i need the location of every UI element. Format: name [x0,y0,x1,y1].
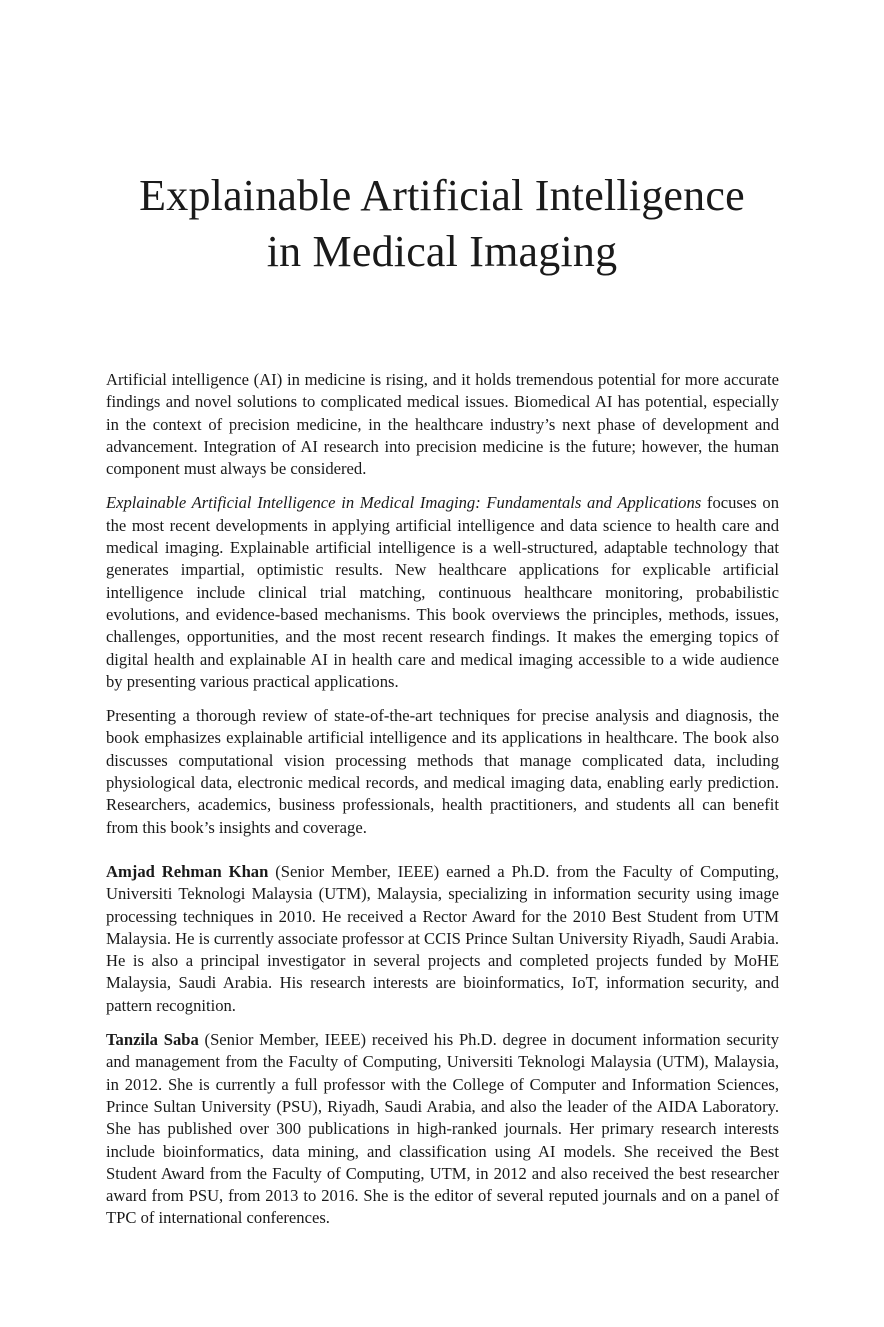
page-title [60,168,824,280]
author-bio-text: (Senior Member, IEEE) received his Ph.D. degree in document information security and management from the Faculty of Computing, Universiti Teknologi Malaysia (UTM), Malaysia, in 2012. She is currently a full professor with the College of Computer and Information Sciences, Prince Sultan University (PSU), Riyadh, Saudi Arabia, and also the leader of the AIDA Laboratory. She has published over 300 publications in high-ranked journals. Her primary research interests include bioinformatics, data mining, and classification using AI models. She received the Best Student Award from the Faculty of Computing, UTM, in 2012 and also received the best researcher award from PSU, from 2013 to 2016. She is the editor of several reputed journals and on a panel of TPC of international conferences. [106,1030,779,1228]
description-paragraph-1 [106,369,779,480]
paragraph-text: focuses on the most recent developments in applying artificial intelligence and data science to health care and medical imaging. Explainable artificial intelligence is a well-structured, adaptable technology that generates impartial, optimistic results. New healthcare applications for explicable artificial intelligence include clinical trial matching, continuous healthcare monitoring, probabilistic evolutions, and evidence-based mechanisms. This book overviews the principles, methods, issues, challenges, opportunities, and the most recent research findings. It makes the emerging topics of digital health and explainable AI in health care and medical imaging accessible to a wide audience by presenting various practical applications. [106,493,779,691]
book-description [106,369,779,1230]
author-name: Amjad Rehman Khan [106,861,269,881]
author-bio-2 [106,1029,779,1230]
title-line-2: in Medical Imaging [266,227,618,276]
paragraph-text: Artificial intelligence (AI) in medicine is rising, and it holds tremendous potential for more accurate findings and novel solutions to complicated medical issues. Biomedical AI has potential, especially in the context of precision medicine, in the healthcare industry’s next phase of development and advancement. Integration of AI research into precision medicine is the future; however, the human component must always be considered. [106,370,779,479]
title-line-1: Explainable Artificial Intelligence [139,171,745,220]
author-bio-text: (Senior Member, IEEE) earned a Ph.D. from the Faculty of Computing, Universiti Teknologi Malaysia (UTM), Malaysia, specializing in information security using image processing techniques in 2010. He received a Rector Award for the 2010 Best Student from UTM Malaysia. He is currently associate professor at CCIS Prince Sultan University Riyadh, Saudi Arabia. He is also a principal investigator in several projects and completed projects funded by MoHE Malaysia, Saudi Arabia. His research interests are bioinformatics, IoT, information security, and pattern recognition. [106,861,779,1015]
author-bio-1 [106,861,779,1017]
description-paragraph-3 [106,705,779,839]
paragraph-text: Presenting a thorough review of state-of-the-art techniques for precise analysis and diagnosis, the book emphasizes explainable artificial intelligence and its applications in healthcare. The book also discusses computational vision processing methods that manage complicated data, including physiological data, electronic medical records, and medical imaging data, enabling early prediction. Researchers, academics, business professionals, health practitioners, and students all can benefit from this book’s insights and coverage. [106,706,779,837]
description-paragraph-2 [106,492,779,693]
author-name: Tanzila Saba [106,1030,199,1050]
book-title-italic: Explainable Artificial Intelligence in Medical Imaging: Fundamentals and Applications [106,493,702,513]
